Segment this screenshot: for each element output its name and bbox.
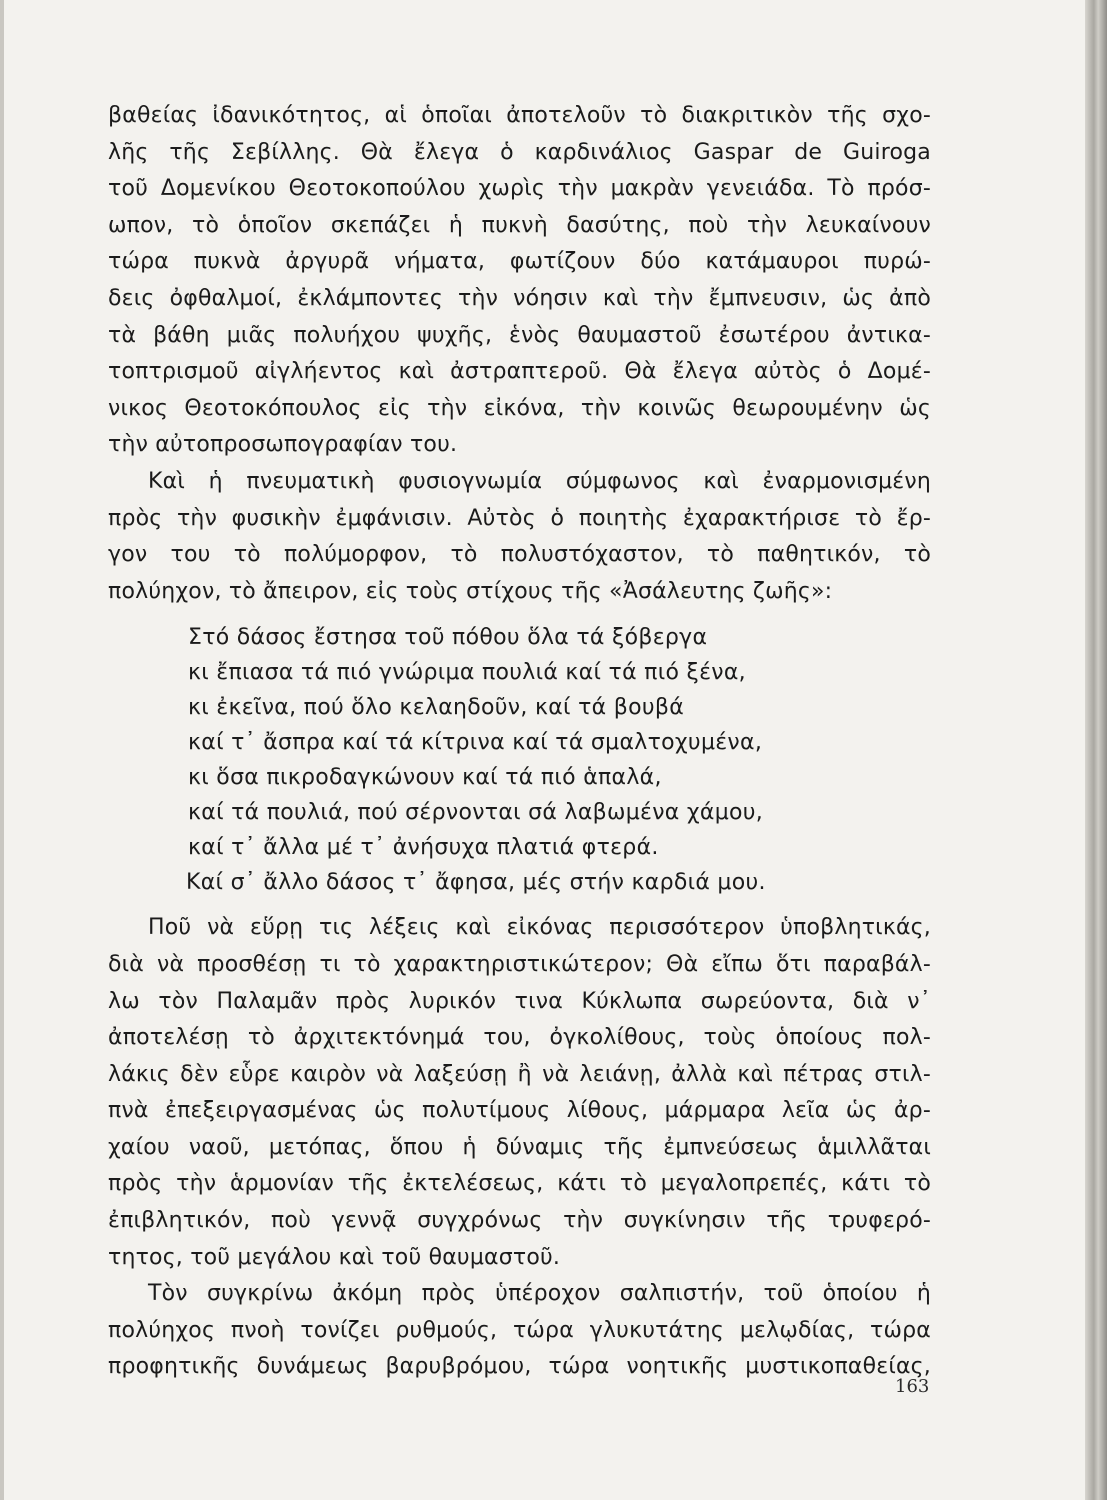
page-left-edge <box>0 0 4 1500</box>
poem-quote <box>108 620 931 900</box>
poem-line: καί τ᾿ ἄλλα μέ τ᾿ ἀνήσυχα πλατιά φτερά. <box>188 835 659 861</box>
text-line: Τὸν συγκρίνω ἀκόμη πρὸς ὑπέροχον σαλπιστήν, τοῦ ὁποίου ἡ <box>148 1281 931 1307</box>
text-line: πολύηχον, τὸ ἄπειρον, εἰς τοὺς στίχους τῆς «Ἀσάλευτης ζωῆς»: <box>108 578 833 604</box>
paragraph-3 <box>108 910 931 1276</box>
text-line: προφητικῆς δυνάμεως βαρυβρόμου, τώρα νοητικῆς μυστικοπαθείας, <box>108 1354 931 1380</box>
text-line: πρὸς τὴν φυσικὴν ἐμφάνισιν. Αὐτὸς ὁ ποιητὴς ἐχαρακτήρισε τὸ ἔρ- <box>108 505 931 531</box>
poem-line: κι ὅσα πικροδαγκώνουν καί τά πιό ἁπαλά, <box>188 765 662 791</box>
text-line: τώρα πυκνὰ ἀργυρᾶ νήματα, φωτίζουν δύο κατάμαυροι πυρώ- <box>108 249 931 275</box>
book-spine-edge <box>1085 0 1107 1500</box>
text-line: πρὸς τὴν ἁρμονίαν τῆς ἐκτελέσεως, κάτι τὸ μεγαλοπρεπές, κάτι τὸ <box>108 1171 931 1197</box>
paragraph-2 <box>108 464 931 610</box>
text-line: τητος, τοῦ μεγάλου καὶ τοῦ θαυμαστοῦ. <box>108 1244 561 1270</box>
paragraph-4 <box>108 1276 931 1386</box>
poem-line: Καί σ᾿ ἄλλο δάσος τ᾿ ἄφησα, μές στήν καρδιά μου. <box>186 870 766 896</box>
text-line: νικος Θεοτοκόπουλος εἰς τὴν εἰκόνα, τὴν κοινῶς θεωρουμένην ὡς <box>108 395 931 421</box>
text-line: τὴν αὐτοπροσωπογραφίαν του. <box>108 432 458 458</box>
poem-line: καί τ᾿ ἄσπρα καί τά κίτρινα καί τά σμαλτοχυμένα, <box>188 730 763 756</box>
text-line: γον του τὸ πολύμορφον, τὸ πολυστόχαστον, τὸ παθητικόν, τὸ <box>108 542 931 568</box>
page-body <box>108 98 931 1386</box>
text-line: πολύηχος πνοὴ τονίζει ρυθμούς, τώρα γλυκυτάτης μελῳδίας, τώρα <box>108 1317 931 1343</box>
text-line: τοπτρισμοῦ αἰγλήεντος καὶ ἀστραπτεροῦ. Θὰ ἔλεγα αὐτὸς ὁ Δομέ- <box>108 359 931 385</box>
poem-line: Στό δάσος ἔστησα τοῦ πόθου ὅλα τά ξόβεργα <box>188 625 708 651</box>
poem-line: καί τά πουλιά, πού σέρνονται σά λαβωμένα χάμου, <box>188 800 764 826</box>
text-line: ωπον, τὸ ὁποῖον σκεπάζει ἡ πυκνὴ δασύτης, ποὺ τὴν λευκαίνουν <box>108 212 931 238</box>
poem-line: κι ἔπιασα τά πιό γνώριμα πουλιά καί τά πιό ξένα, <box>188 660 746 686</box>
text-line: λάκις δὲν εὗρε καιρὸν νὰ λαξεύσῃ ἢ νὰ λειάνῃ, ἀλλὰ καὶ πέτρας στιλ- <box>108 1061 931 1087</box>
text-line: βαθείας ἰδανικότητος, αἱ ὁποῖαι ἀποτελοῦν τὸ διακριτικὸν τῆς σχο- <box>108 103 931 128</box>
text-line: τὰ βάθη μιᾶς πολυήχου ψυχῆς, ἑνὸς θαυμαστοῦ ἐσωτέρου ἀντικα- <box>108 322 931 348</box>
text-line: ἀποτελέσῃ τὸ ἀρχιτεκτόνημά του, ὀγκολίθους, τοὺς ὁποίους πολ- <box>108 1025 931 1051</box>
text-line: λω τὸν Παλαμᾶν πρὸς λυρικόν τινα Κύκλωπα σωρεύοντα, διὰ ν᾿ <box>108 988 931 1014</box>
text-line: χαίου ναοῦ, μετόπας, ὅπου ἡ δύναμις τῆς ἐμπνεύσεως ἁμιλλᾶται <box>108 1134 931 1160</box>
text-line: ἐπιβλητικόν, ποὺ γεννᾷ συγχρόνως τὴν συγκίνησιν τῆς τρυφερό- <box>108 1208 931 1234</box>
text-line: Καὶ ἡ πνευματικὴ φυσιογνωμία σύμφωνος καὶ ἐναρμονισμένη <box>148 468 931 494</box>
text-line: Ποῦ νὰ εὕρῃ τις λέξεις καὶ εἰκόνας περισσότερον ὑποβλητικάς, <box>148 915 931 941</box>
text-line: διὰ νὰ προσθέσῃ τι τὸ χαρακτηριστικώτερον; Θὰ εἴπω ὅτι παραβάλ- <box>108 951 931 977</box>
page-number: 163 <box>895 1376 930 1397</box>
poem-line: κι ἐκεῖνα, πού ὅλο κελαηδοῦν, καί τά βουβά <box>188 695 684 721</box>
text-line: λῆς τῆς Σεβίλλης. Θὰ ἔλεγα ὁ καρδινάλιος Gaspar de Guiroga <box>108 139 931 165</box>
text-line: πνὰ ἐπεξειργασμένας ὡς πολυτίμους λίθους, μάρμαρα λεῖα ὡς ἀρ- <box>108 1098 931 1124</box>
text-line: τοῦ Δομενίκου Θεοτοκοπούλου χωρὶς τὴν μακρὰν γενειάδα. Τὸ πρόσ- <box>108 176 931 202</box>
text-line: δεις ὀφθαλμοί, ἐκλάμποντες τὴν νόησιν καὶ τὴν ἔμπνευσιν, ὡς ἀπὸ <box>108 285 931 311</box>
paragraph-1 <box>108 98 931 464</box>
